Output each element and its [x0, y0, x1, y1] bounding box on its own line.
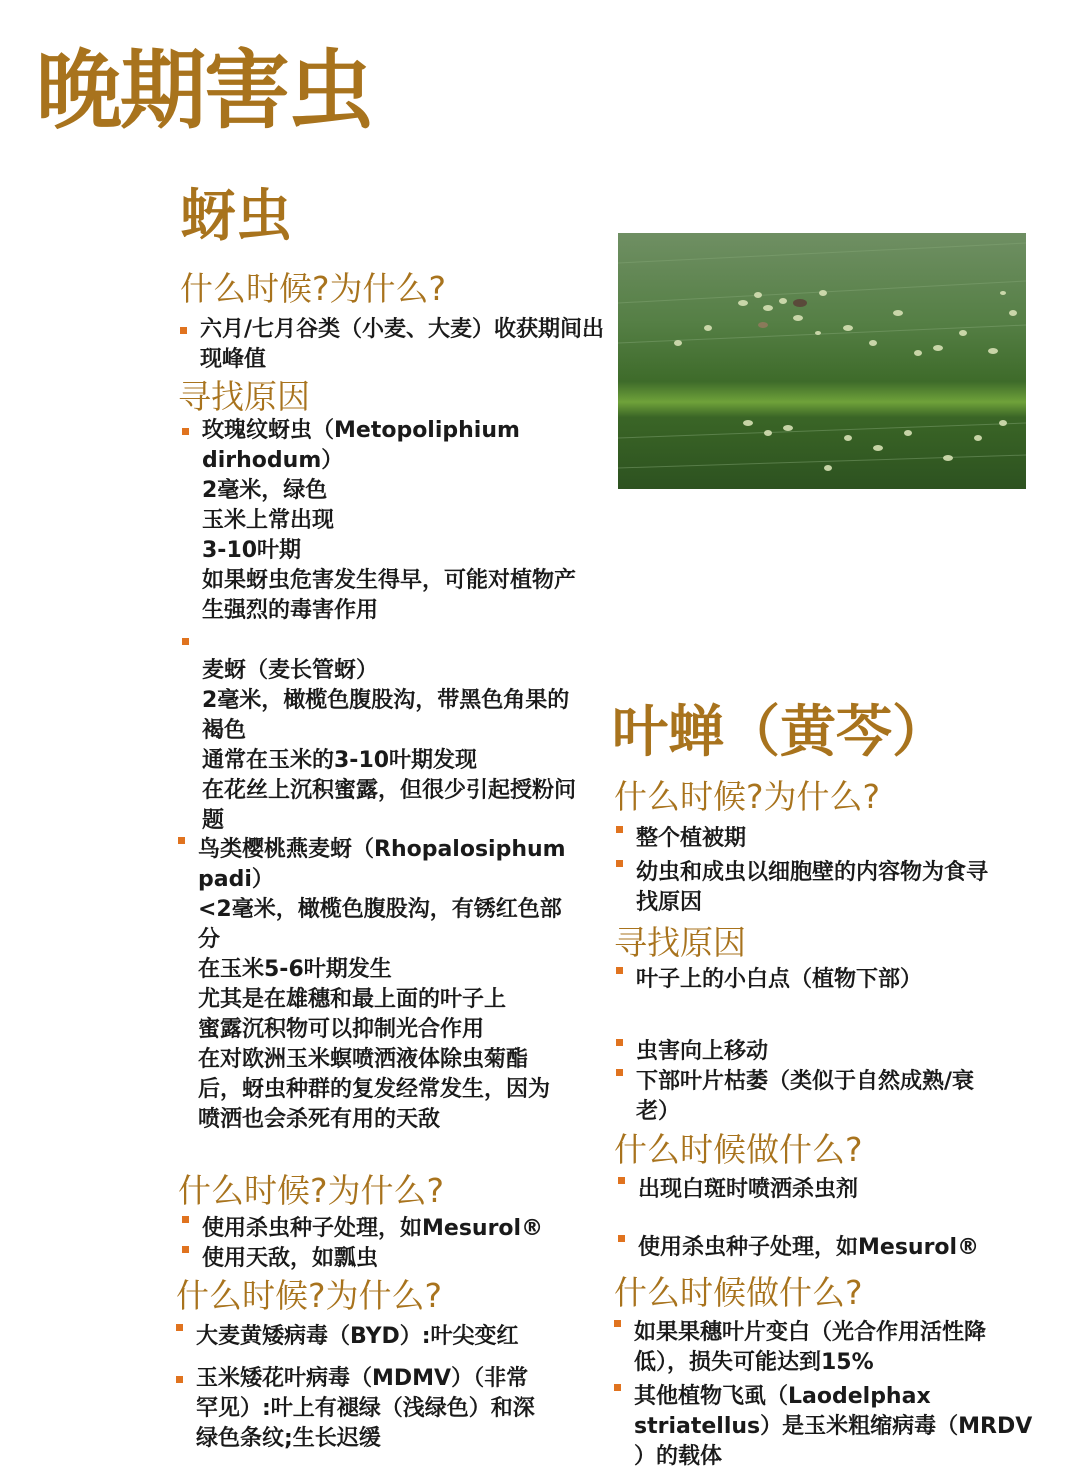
- bullet-icon: [182, 1216, 189, 1223]
- list-item: 麦蚜（麦长管蚜） 2毫米，橄榄色腹股沟，带黑色角果的 褐色 通常在玉米的3-10叶期发现 在花丝上沉积蜜露，但很少引起授粉问 题: [180, 626, 576, 836]
- aphid-photo: [618, 233, 1026, 489]
- cicada-find-cause-heading: 寻找原因: [614, 923, 746, 962]
- bullet-icon: [182, 638, 189, 645]
- cicada-when-why-heading: 什么时候?为什么?: [614, 777, 881, 816]
- cicada-find-list: [614, 965, 974, 1127]
- list-item: 如果果穗叶片变白（光合作用活性降 低），损失可能达到15%: [612, 1318, 1032, 1378]
- list-item: 下部叶片枯萎（类似于自然成熟/衰 老）: [614, 1067, 974, 1127]
- aphid-virus-heading: 什么时候?为什么?: [176, 1276, 443, 1315]
- bullet-icon: [182, 428, 189, 435]
- bullet-icon: [616, 967, 623, 974]
- bullet-icon: [182, 1246, 189, 1253]
- aphid-find-cause-heading: 寻找原因: [178, 377, 310, 416]
- list-item: 出现白斑时喷洒杀虫剂: [616, 1175, 979, 1205]
- list-item: 使用杀虫种子处理，如Mesurol®: [616, 1233, 979, 1263]
- bullet-icon: [614, 1320, 621, 1327]
- list-item: 鸟类樱桃燕麦蚜（Rhopalosiphum padi） <2毫米，橄榄色腹股沟，有锈红色部 分 在玉米5-6叶期发生 尤其是在雄穗和最上面的叶子上 蜜露沉积物可以抑制光合作用 在对欧洲玉米螟喷洒液体除虫菊酯 后，蚜虫种群的复发经常发生，因为 喷洒也会杀死有用的天敌: [176, 835, 566, 1135]
- bullet-icon: [614, 1384, 621, 1391]
- bullet-icon: [616, 1069, 623, 1076]
- list-item: 玫瑰纹蚜虫（Metopoliphium dirhodum） 2毫米，绿色 玉米上常出现 3-10叶期 如果蚜虫危害发生得早，可能对植物产 生强烈的毒害作用: [180, 416, 576, 626]
- bullet-icon: [176, 1376, 183, 1383]
- bullet-icon: [180, 327, 187, 334]
- aphid-control-list: [180, 1214, 543, 1274]
- list-item: 叶子上的小白点（植物下部）: [614, 965, 974, 995]
- bullet-icon: [618, 1177, 625, 1184]
- list-item: 大麦黄矮病毒（BYD）:叶尖变红: [174, 1322, 535, 1352]
- list-item: 其他植物飞虱（Laodelphax striatellus）是玉米粗缩病毒（MRDV ）的载体: [612, 1382, 1032, 1472]
- cicada-when-why-list: [614, 824, 988, 918]
- aphid-peak-list: [178, 315, 604, 375]
- bullet-icon: [178, 837, 185, 844]
- list-item: 幼虫和成虫以细胞壁的内容物为食寻 找原因: [614, 858, 988, 918]
- bullet-icon: [618, 1235, 625, 1242]
- cicada-when-do-heading-2: 什么时候做什么?: [614, 1273, 863, 1312]
- list-item: 虫害向上移动: [614, 1037, 974, 1067]
- bullet-icon: [616, 860, 623, 867]
- bullet-icon: [176, 1324, 183, 1331]
- cicada-do-list-2: [612, 1318, 1032, 1472]
- aphid-virus-list: [174, 1322, 535, 1454]
- aphid-species-list: [180, 416, 576, 836]
- aphid-heading: 蚜虫: [180, 184, 292, 249]
- list-item: 六月/七月谷类（小麦、大麦）收获期间出 现峰值: [178, 315, 604, 375]
- aphid-control-heading: 什么时候?为什么?: [178, 1171, 445, 1210]
- list-item: 玉米矮花叶病毒（MDMV）（非常 罕见）:叶上有褪绿（浅绿色）和深 绿色条纹;生长迟缓: [174, 1364, 535, 1454]
- aphid-species-list-2: [176, 835, 566, 1135]
- bullet-icon: [616, 1039, 623, 1046]
- cicada-do-list-1: [616, 1175, 979, 1263]
- list-item: 使用杀虫种子处理，如Mesurol®: [180, 1214, 543, 1244]
- page-title: 晚期害虫: [36, 41, 372, 141]
- cicada-heading: 叶蝉（黄芩）: [612, 700, 948, 765]
- list-item: 使用天敌，如瓢虫: [180, 1244, 543, 1274]
- leaf-with-aphids-image: [618, 233, 1026, 489]
- list-item: 整个植被期: [614, 824, 988, 854]
- bullet-icon: [616, 826, 623, 833]
- aphid-when-why-heading: 什么时候?为什么?: [180, 269, 447, 308]
- cicada-when-do-heading-1: 什么时候做什么?: [614, 1130, 863, 1169]
